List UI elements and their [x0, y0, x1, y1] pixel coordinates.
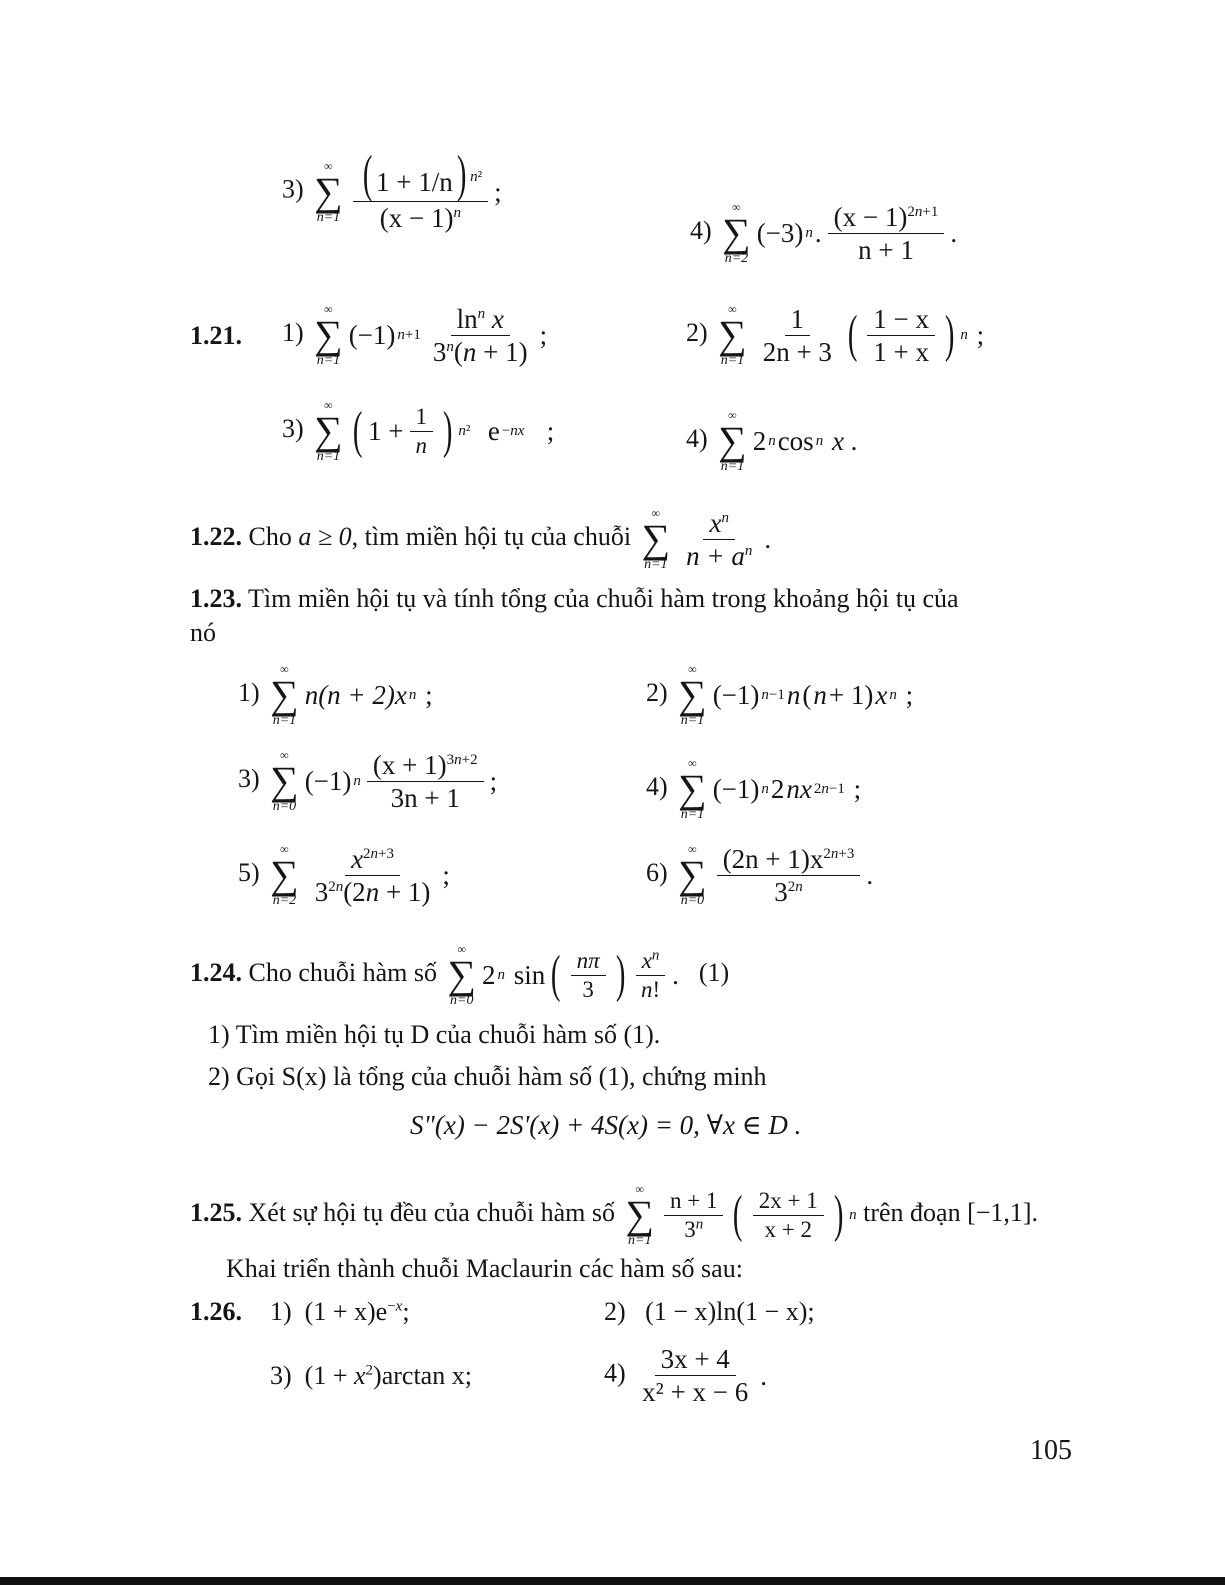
- fraction-denominator: 3: [314, 876, 329, 907]
- sum-symbol: ∑: [270, 758, 299, 803]
- fraction-denominator: x + 2: [764, 1216, 813, 1242]
- exercise-1-23-item-1: 1) ∞ ∑ n=1 n(n + 2)x n ;: [238, 662, 433, 728]
- fraction-numerator: x: [709, 507, 722, 538]
- item-label: 3): [282, 413, 304, 443]
- sum-lower: n=1: [720, 459, 745, 474]
- page-number: 105: [1030, 1435, 1072, 1466]
- exercise-text: , tìm miền hội tụ của chuỗi: [351, 521, 632, 551]
- sum-upper: ∞: [324, 158, 333, 173]
- fraction-denominator: 2n + 3: [762, 336, 832, 367]
- fraction-numerator: 1: [785, 304, 811, 336]
- exercise-text: trên đoạn: [863, 1197, 961, 1227]
- math-term: (−1): [348, 320, 396, 350]
- math-interval: [−1,1].: [967, 1197, 1039, 1227]
- sum-symbol: ∑: [447, 952, 477, 997]
- exercise-text: Cho chuỗi hàm số: [248, 957, 437, 987]
- sum-upper: ∞: [280, 662, 289, 676]
- fraction-denominator: 3: [774, 876, 788, 907]
- sum-upper: ∞: [635, 1182, 644, 1196]
- fraction-denominator: n + a: [686, 540, 745, 571]
- fraction-denominator: n + 1: [858, 234, 914, 265]
- fraction-numerator: 2x + 1: [753, 1188, 824, 1216]
- exercise-number: 1.23.: [190, 584, 242, 613]
- sum-upper: ∞: [651, 506, 661, 520]
- fraction-numerator: (x − 1): [833, 201, 908, 232]
- exercise-1-23-item-2: 2) ∞ ∑ n=1 (−1) n−1 n ( n + 1) x n ;: [646, 662, 914, 728]
- exercise-1-23-item-5: 5) ∞ ∑ n=2 $\frac{x^{2n+3}}{3^{2n}(2n + 1)}$ ;: [238, 842, 450, 908]
- fraction-numerator: 1 − x: [867, 304, 935, 336]
- exercise-1-23-item-4: 4) ∞ ∑ n=1 (−1) n 2 nx 2n−1 ;: [646, 756, 862, 822]
- exercise-1-21-item-3: 3) ∞ ∑ n=1 ( 1 + $\frac{1}{n}$ ) n² e −nx ;: [282, 398, 555, 464]
- fraction-denominator: (x − 1): [379, 203, 454, 233]
- exercise-text: Xét sự hội tụ đều của chuỗi hàm số: [248, 1197, 615, 1227]
- exercise-1-24-part-2: [208, 1060, 767, 1094]
- sum-lower: n=1: [316, 449, 341, 464]
- equation-number: (1): [698, 957, 730, 987]
- prev-item-3: 3) ∞ ∑ n=1 $\frac{( 1 + 1/n) ^{n^2}}{(x - 1)^n}$ ;: [282, 146, 502, 233]
- fraction-denominator: 3: [684, 1216, 696, 1242]
- sum-symbol: ∑: [625, 1192, 654, 1237]
- exercise-1-26-item-4: 4) $\frac{3x + 4}{\text{x² + x − 6}}$ .: [604, 1344, 767, 1407]
- math-term: (−3): [756, 218, 804, 248]
- exercise-text: 2) Gọi: [208, 1062, 276, 1091]
- item-label: 2): [604, 1297, 626, 1326]
- sum-symbol: ∑: [270, 672, 299, 717]
- math-term: (−1): [712, 680, 760, 710]
- sum-upper: ∞: [688, 756, 697, 770]
- fraction-denominator: 1 + x: [873, 336, 929, 367]
- exercise-1-21-item-1: 1) ∞ ∑ n=1 (−1) n+1 $\frac{\ln^n x}{3^n(n + 1)}$ ;: [282, 302, 548, 368]
- sum-upper: ∞: [324, 398, 333, 412]
- exercise-1-26-item-2: [604, 1296, 815, 1328]
- exercise-1-26-number: 1.26.: [190, 1297, 242, 1326]
- sum-upper: ∞: [280, 748, 289, 762]
- fraction-numerator: 1 + 1/n: [376, 167, 453, 197]
- math-term: e: [487, 416, 500, 446]
- sum-symbol: ∑: [678, 766, 707, 811]
- sum-symbol: ∑: [678, 672, 707, 717]
- exercise-1-21-item-2: 2) ∞ ∑ n=1 $\frac{1}{2n + 3}$ ( $\frac{1 - x}{1 + x}$ ) n ;: [686, 302, 985, 368]
- exercise-1-23-line-2: nó: [190, 618, 216, 647]
- maclaurin-instruction: Khai triển thành chuỗi Maclaurin các hàm số sau:: [226, 1254, 743, 1283]
- sum-upper: ∞: [457, 942, 467, 956]
- item-label: 2): [646, 677, 668, 707]
- fraction-denominator: 3n + 1: [390, 782, 460, 813]
- item-label: 4): [646, 771, 668, 801]
- exercise-1-21-number: 1.21.: [190, 321, 242, 350]
- sum-lower: n=1: [644, 557, 668, 572]
- exercise-text: là tổng của chuỗi hàm số (1), chứng minh: [332, 1062, 767, 1091]
- math-term: (1 + x)e: [304, 1297, 388, 1326]
- math-term: 2: [752, 426, 767, 456]
- sum-symbol: ∑: [314, 312, 343, 357]
- fraction-numerator: 3x + 4: [655, 1344, 736, 1376]
- sum-lower: n=0: [272, 799, 297, 814]
- math-term: S(x): [281, 1062, 327, 1091]
- exercise-1-25: 1.25. Xét sự hội tụ đều của chuỗi hàm số ∞ ∑ n=1 $\frac{n + 1}{3^n}$ ( $\frac{2x + 1}{x + 2}$ ) n trên đoạn [−1,1].: [190, 1182, 1039, 1248]
- sum-lower: n=2: [272, 893, 297, 908]
- sum-upper: ∞: [280, 842, 289, 856]
- scan-bottom-edge: [0, 1577, 1225, 1585]
- exercise-1-21-item-4: 4) ∞ ∑ n=1 2 n cos n x .: [686, 408, 858, 474]
- exercise-1-23-item-3: 3) ∞ ∑ n=0 (−1) n $\frac{(x + 1)^{3n+2}}{3n + 1}$ ;: [238, 748, 498, 814]
- exercise-1-26-item-3: 3) $(1 + x^2)\arctan$ x;: [270, 1361, 472, 1390]
- exercise-text: Tìm miền hội tụ và tính tổng của chuỗi hàm trong khoảng hội tụ của: [248, 584, 959, 613]
- math-term: (−1): [712, 774, 760, 804]
- sum-upper: ∞: [688, 662, 697, 676]
- sum-lower: n=2: [724, 251, 749, 266]
- sum-upper: ∞: [728, 302, 737, 316]
- sum-symbol: ∑: [718, 312, 747, 357]
- item-label: 4): [604, 1358, 626, 1388]
- sum-lower: n=1: [316, 209, 341, 225]
- item-label: 2): [686, 317, 708, 347]
- sum-lower: n=1: [680, 807, 705, 822]
- item-label: 4): [686, 423, 708, 453]
- item-label: 1): [238, 677, 260, 707]
- exercise-number: 1.24.: [190, 957, 242, 987]
- exercise-1-24-equation: [410, 1108, 801, 1143]
- equation: S"(x) − 2S'(x) + 4S(x) = 0, ∀x ∈ D .: [410, 1110, 802, 1140]
- sum-symbol: ∑: [641, 516, 671, 561]
- exercise-1-26-item-1: 1) $(1 + x)e^{-x}$;: [270, 1297, 410, 1326]
- fraction-numerator: ln: [456, 303, 478, 334]
- sum-lower: n=1: [272, 713, 297, 728]
- sum-lower: n=1: [316, 353, 341, 368]
- fraction-numerator: (2n + 1)x: [722, 843, 824, 874]
- sum-symbol: ∑: [314, 168, 343, 214]
- exercise-1-23-item-6: 6) ∞ ∑ n=0 $\frac{(2n + 1)x^{2n+3}}{3^{2n}}$ .: [646, 842, 874, 908]
- sum-lower: n=1: [628, 1233, 652, 1248]
- fraction-denominator: x² + x − 6: [642, 1377, 749, 1407]
- sum-upper: ∞: [324, 302, 333, 316]
- item-label: 3): [282, 174, 304, 204]
- sum-lower: n=1: [680, 713, 705, 728]
- sum-upper: ∞: [688, 842, 697, 856]
- fraction-numerator: n + 1: [669, 1187, 718, 1213]
- prev-item-4: 4) ∞ ∑ n=2 (−3) n . $\frac{(x - 1)^{2n+1}}{n + 1}$ .: [690, 200, 958, 266]
- sum-lower: n=1: [720, 353, 745, 368]
- exercise-number: 1.25.: [190, 1197, 242, 1227]
- sum-lower: n=0: [450, 993, 474, 1008]
- exercise-1-23: [190, 582, 1080, 616]
- sum-symbol: ∑: [722, 210, 751, 255]
- item-label: 3): [270, 1361, 292, 1390]
- exercise-1-24-part-1: 1) Tìm miền hội tụ D của chuỗi hàm số (1).: [208, 1020, 661, 1049]
- math-term: 2: [482, 960, 496, 990]
- math-condition: a ≥ 0: [298, 521, 352, 551]
- sum-symbol: ∑: [718, 418, 747, 463]
- math-term: arctan x;: [381, 1361, 472, 1390]
- math-term: n(n + 2)x: [304, 680, 407, 710]
- math-term: (1 − x)ln(1 − x);: [645, 1297, 815, 1326]
- exercise-number: 1.22.: [190, 521, 242, 551]
- sum-lower: n=0: [680, 893, 705, 908]
- item-label: 1): [282, 317, 304, 347]
- sum-upper: ∞: [732, 200, 741, 214]
- exercise-1-22: 1.22. Cho a ≥ 0, tìm miền hội tụ của chuỗi ∞ ∑ n=1 $\frac{x^n}{n + a^n}$ .: [190, 506, 772, 572]
- item-label: 1): [270, 1297, 292, 1326]
- item-label: 4): [690, 215, 712, 245]
- fraction-numerator: (x + 1): [372, 749, 447, 780]
- sum-symbol: ∑: [270, 852, 299, 897]
- sum-symbol: ∑: [678, 852, 707, 897]
- sum-symbol: ∑: [314, 408, 343, 453]
- fraction-numerator: x: [351, 843, 364, 874]
- fraction-denominator: 3: [432, 336, 447, 367]
- item-label: 3): [238, 763, 260, 793]
- item-label: 6): [646, 857, 668, 887]
- sum-upper: ∞: [728, 408, 737, 422]
- item-label: 5): [238, 857, 260, 887]
- exercise-1-24: 1.24. Cho chuỗi hàm số ∞ ∑ n=0 2 n sin ( $\frac{n\pi}{3}$ ) $\frac{x^n}{n!}$ . (1): [190, 942, 730, 1008]
- exercise-text: Cho: [248, 521, 292, 551]
